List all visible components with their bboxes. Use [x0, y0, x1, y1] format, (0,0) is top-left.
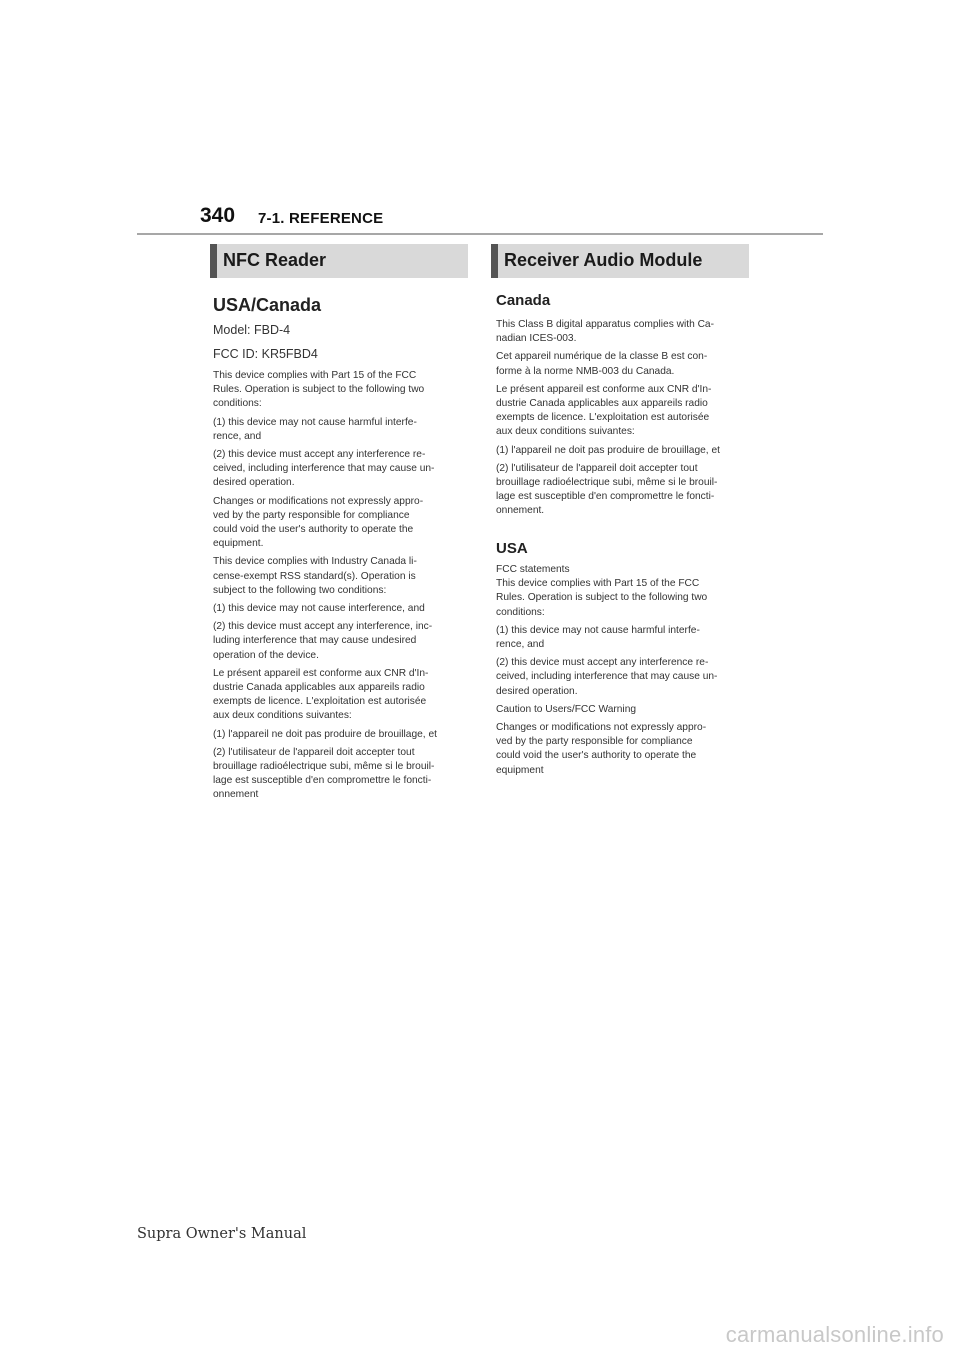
paragraph — [213, 448, 434, 491]
paragraph — [213, 555, 417, 598]
section-header: 7-1. REFERENCE — [258, 210, 384, 227]
paragraph-line: (2) this device must accept any interference re- — [496, 657, 709, 669]
paragraph-line: dustrie Canada applicables aux appareils radio — [496, 398, 708, 409]
paragraph-line: ceived, including interference that may cause un- — [496, 671, 718, 683]
paragraph-line: aux deux conditions suivantes: — [496, 426, 635, 438]
paragraph-line: ved by the party responsible for compliance — [496, 736, 693, 748]
paragraph-line: nadian ICES-003. — [496, 333, 577, 345]
paragraph-line: (1) l'appareil ne doit pas produire de brouillage, et — [496, 444, 720, 456]
paragraph-line: aux deux conditions suivantes: — [213, 710, 352, 722]
paragraph — [496, 444, 720, 458]
paragraph — [213, 495, 423, 552]
paragraph-line: This device complies with Part 15 of the FCC — [213, 370, 417, 381]
paragraph — [213, 728, 437, 742]
paragraph-line: equipment — [496, 764, 544, 776]
paragraph — [213, 746, 434, 803]
paragraph — [496, 318, 714, 346]
page-number: 340 — [200, 204, 236, 227]
paragraph-line: desired operation. — [213, 477, 295, 489]
paragraph-line: (1) l'appareil ne doit pas produire de brouillage, et — [213, 728, 437, 740]
paragraph — [213, 602, 425, 616]
paragraph — [213, 620, 432, 663]
paragraph-line: could void the user's authority to operate the — [496, 750, 697, 762]
header-divider — [137, 233, 823, 235]
paragraph-line: brouillage radioélectrique subi, même si le brouil- — [496, 477, 718, 488]
paragraph-line: could void the user's authority to operate the — [213, 524, 414, 535]
paragraph-line: dustrie Canada applicables aux appareils radio — [213, 682, 425, 693]
paragraph-line: Changes or modifications not expressly appro- — [213, 495, 424, 507]
paragraph — [496, 656, 717, 699]
paragraph-line: forme à la norme NMB-003 du Canada. — [496, 365, 675, 377]
nfc-reader-title: NFC Reader — [223, 250, 327, 270]
paragraph-line: desired operation. — [496, 685, 578, 697]
paragraph-line: conditions: — [496, 606, 545, 618]
usa-canada-heading: USA/Canada — [213, 295, 322, 315]
paragraph — [213, 667, 428, 724]
paragraph-line: Rules. Operation is subject to the following two — [213, 384, 425, 396]
paragraph-line: (1) this device may not cause interference, and — [213, 603, 425, 614]
paragraph-line: (2) this device must accept any interference re- — [213, 449, 426, 460]
paragraph-line: Cet appareil numérique de la classe B est con- — [496, 351, 708, 363]
paragraph-line: rence, and — [213, 430, 262, 442]
manual-footer: Supra Owner's Manual — [137, 1226, 307, 1242]
paragraph-line: lage est susceptible d'en compromettre le foncti- — [213, 775, 432, 787]
paragraph-line: Rules. Operation is subject to the following two — [496, 592, 708, 604]
paragraph-line: exempts de licence. L'exploitation est autorisée — [213, 696, 427, 708]
paragraph — [496, 703, 636, 717]
paragraph-line: ved by the party responsible for compliance — [213, 509, 410, 521]
nfc-reader-title-bar — [210, 244, 468, 278]
paragraph-line: lage est susceptible d'en compromettre le foncti- — [496, 491, 715, 503]
paragraph-line: (1) this device may not cause harmful interfe- — [496, 624, 700, 636]
paragraph-line: conditions: — [213, 398, 262, 410]
paragraph-line: ceived, including interference that may cause un- — [213, 463, 435, 475]
fcc-id-text: FCC ID: KR5FBD4 — [213, 347, 318, 361]
paragraph — [496, 624, 700, 652]
paragraph-line: (1) this device may not cause harmful interfe- — [213, 416, 417, 428]
paragraph-line: This device complies with Industry Canada li- — [213, 556, 417, 568]
paragraph-line: subject to the following two conditions: — [213, 584, 387, 596]
paragraph-line: operation of the device. — [213, 649, 319, 661]
paragraph-line: rence, and — [496, 639, 545, 650]
paragraph — [213, 416, 417, 444]
watermark: carmanualsonline.info — [725, 1322, 944, 1347]
model-text: Model: FBD-4 — [213, 323, 291, 337]
paragraph-line: This Class B digital apparatus complies with Ca- — [496, 319, 714, 330]
paragraph-line: Le présent appareil est conforme aux CNR d'In- — [496, 383, 712, 395]
paragraph — [496, 350, 707, 378]
paragraph-line: (2) l'utilisateur de l'appareil doit accepter tout — [213, 746, 415, 758]
paragraph-line: onnement. — [496, 505, 545, 517]
paragraph — [496, 721, 706, 778]
paragraph-line: luding interference that may cause undesired — [213, 635, 417, 647]
paragraph-line: (2) l'utilisateur de l'appareil doit accepter tout — [496, 462, 698, 474]
receiver-audio-title-bar — [491, 244, 749, 278]
paragraph-line: brouillage radioélectrique subi, même si le brouil- — [213, 761, 435, 772]
paragraph-line: Caution to Users/FCC Warning — [496, 703, 637, 715]
paragraph-line: exempts de licence. L'exploitation est autorisée — [496, 412, 710, 424]
paragraph-line: equipment. — [213, 538, 264, 550]
paragraph — [496, 383, 711, 440]
canada-heading: Canada — [496, 292, 551, 309]
paragraph-line: Changes or modifications not expressly appro- — [496, 722, 707, 733]
paragraph — [496, 563, 707, 620]
paragraph-line: onnement — [213, 789, 259, 801]
paragraph-line: Le présent appareil est conforme aux CNR d'In- — [213, 667, 429, 679]
paragraph-line: (2) this device must accept any interference, inc- — [213, 621, 433, 633]
paragraph-line: FCC statements — [496, 564, 570, 575]
paragraph-line: This device complies with Part 15 of the FCC — [496, 578, 700, 590]
paragraph-line: cense-exempt RSS standard(s). Operation is — [213, 570, 416, 582]
paragraph — [213, 369, 424, 412]
paragraph — [496, 462, 717, 519]
usa-heading: USA — [496, 540, 528, 557]
receiver-audio-title: Receiver Audio Module — [504, 250, 703, 270]
